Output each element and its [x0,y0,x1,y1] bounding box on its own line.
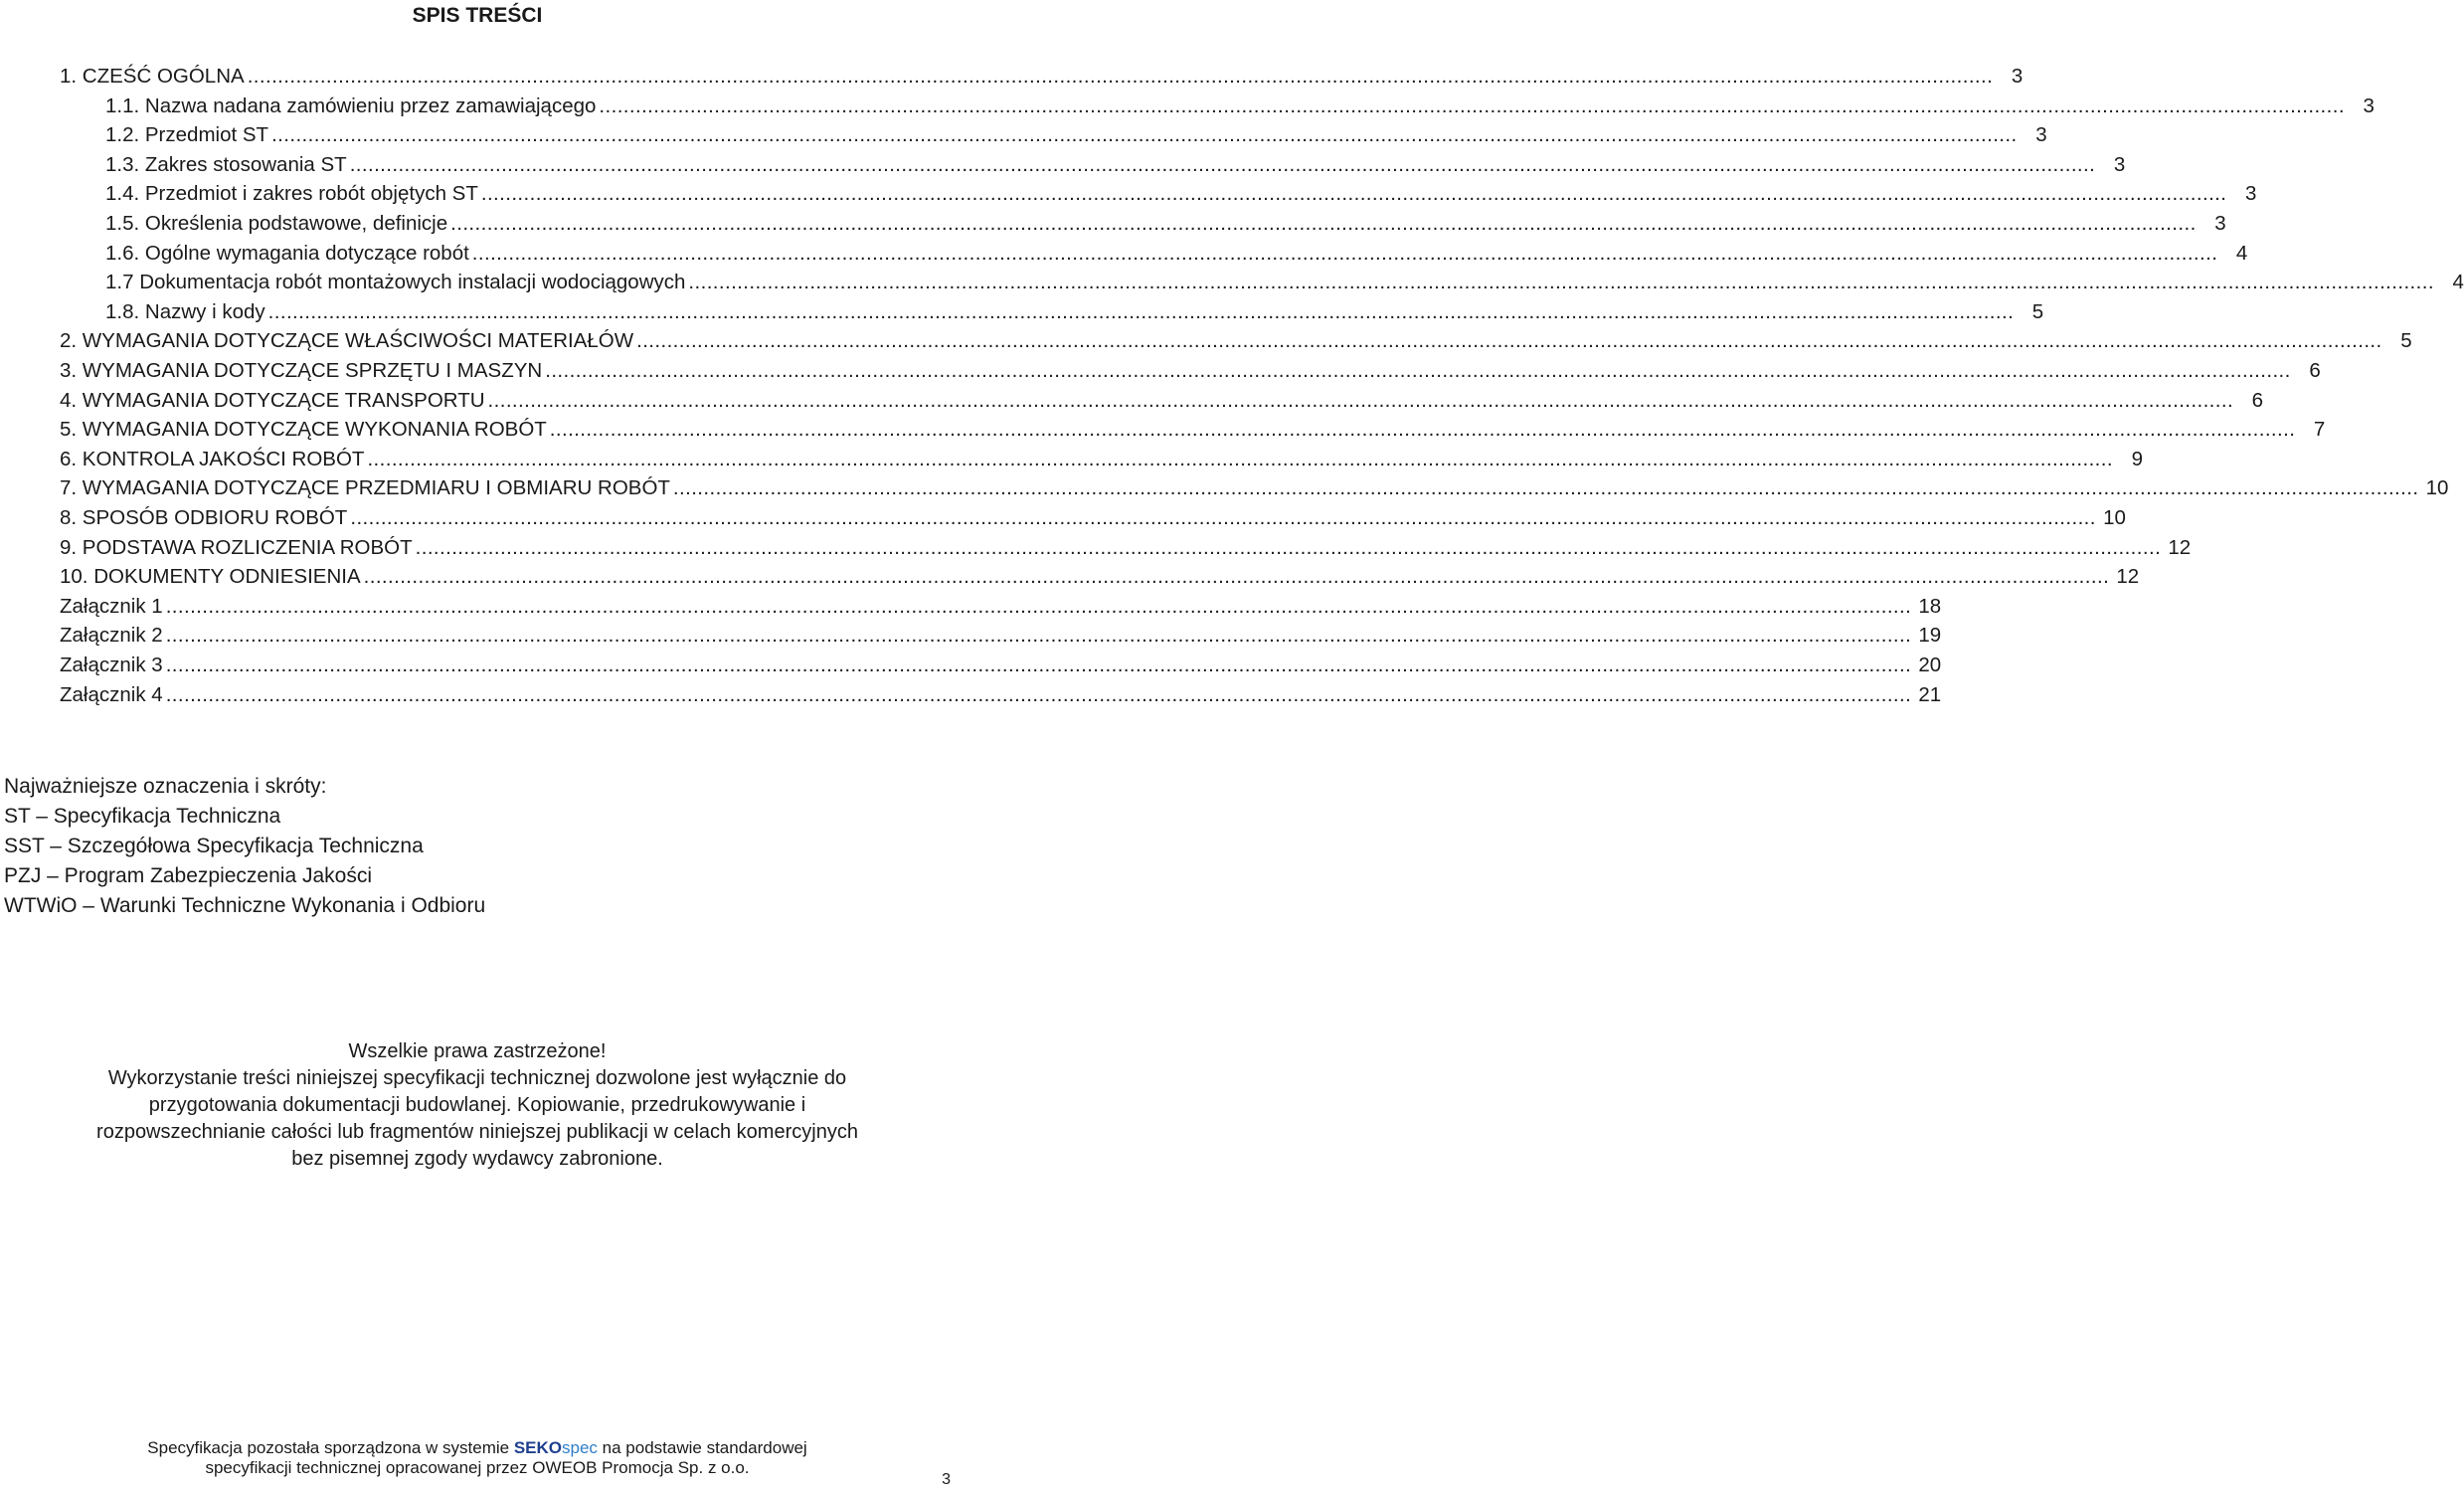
brand-logo [514,1438,598,1457]
brand-logo-part2: spec [562,1438,598,1457]
toc-entry-title: 1.8. Nazwy i kody [105,300,265,323]
toc-entry[interactable] [105,209,2226,238]
toc-entry-title: 1.7 Dokumentacja robót montażowych instalacji wodociągowych [105,271,686,293]
abbreviation-item: WTWiO – Warunki Techniczne Wykonania i Odbioru [4,894,486,917]
toc-entry[interactable] [60,651,1942,679]
toc-entry[interactable] [60,680,1942,709]
rights-line: Wykorzystanie treści niniejszej specyfikacji technicznej dozwolone jest wyłącznie do [107,1067,847,1089]
footer-prefix: Specyfikacja pozostała sporządzona w systemie [147,1438,510,1457]
toc-dot-leader: ................................................................................................................................................................................................................................................................................................ [450,212,2197,235]
toc-entry-title: 1.5. Określenia podstawowe, definicje [105,212,448,235]
rights-line: przygotowania dokumentacji budowlanej. Kopiowanie, przedrukowywanie i [148,1094,806,1116]
toc-entry-page: 12 [2168,536,2192,559]
toc-entry-title: 1.4. Przedmiot i zakres robót objętych ST [105,182,478,205]
toc-entry-title: 6. KONTROLA JAKOŚCI ROBÓT [60,448,365,470]
toc-entry-page: 3 [2244,182,2257,205]
toc-dot-leader: ................................................................................................................................................................................................................................................................................................ [545,359,2291,382]
toc-dot-leader: ................................................................................................................................................................................................................................................................................................ [247,65,1994,88]
toc-entry-page: 10 [2425,476,2449,499]
rights-line: bez pisemnej zgody wydawcy zabronione. [291,1148,663,1170]
toc-dot-leader: ................................................................................................................................................................................................................................................................................................ [636,329,2382,352]
toc-entry-title: Załącznik 4 [60,683,163,706]
toc-entry-title: 5. WYMAGANIA DOTYCZĄCE WYKONANIA ROBÓT [60,418,547,441]
footer-suffix: na podstawie standardowej [602,1438,807,1457]
toc-entry-page: 6 [2309,359,2321,382]
toc-dot-leader: ................................................................................................................................................................................................................................................................................................ [271,123,2018,146]
toc-entry-title: 3. WYMAGANIA DOTYCZĄCE SPRZĘTU I MASZYN [60,359,543,382]
page-number: 3 [942,1471,951,1488]
toc-entry[interactable] [60,386,2264,415]
toc-entry[interactable] [105,120,2047,149]
rights-line: Wszelkie prawa zastrzeżone! [348,1040,607,1062]
abbreviation-item: ST – Specyfikacja Techniczna [4,805,281,828]
abbreviations-heading: Najważniejsze oznaczenia i skróty: [4,775,327,798]
toc-entry[interactable] [60,356,2321,385]
toc-entry-title: 1.6. Ogólne wymagania dotyczące robót [105,242,469,265]
toc-dot-leader: ................................................................................................................................................................................................................................................................................................ [267,300,2015,323]
toc-entry-title: 2. WYMAGANIA DOTYCZĄCE WŁAŚCIWOŚCI MATERIAŁÓW [60,329,634,352]
toc-entry-title: 1. CZEŚĆ OGÓLNA [60,65,245,88]
toc-entry[interactable] [105,179,2257,208]
abbreviation-item: SST – Szczegółowa Specyfikacja Techniczna [4,835,424,857]
footer-line-1 [0,1438,955,1458]
toc-entry[interactable] [105,92,2375,120]
rights-line: rozpowszechnianie całości lub fragmentów niniejszej publikacji w celach komercyjnych [96,1121,858,1143]
toc-dot-leader: ................................................................................................................................................................................................................................................................................................ [672,476,2419,499]
toc-entry-title: 8. SPOSÓB ODBIORU ROBÓT [60,506,348,529]
toc-entry[interactable] [60,473,2449,502]
toc-dot-leader: ................................................................................................................................................................................................................................................................................................ [349,153,2096,176]
brand-logo-part1: SEKO [513,1438,563,1457]
toc-entry-page: 9 [2131,448,2143,470]
toc-dot-leader: ................................................................................................................................................................................................................................................................................................ [480,182,2227,205]
toc-entry-title: 4. WYMAGANIA DOTYCZĄCE TRANSPORTU [60,389,485,412]
toc-entry-page: 7 [2313,418,2326,441]
toc-dot-leader: ................................................................................................................................................................................................................................................................................................ [363,565,2110,588]
toc-entry[interactable] [60,562,2140,591]
toc-entry-title: 10. DOKUMENTY ODNIESIENIA [60,565,361,588]
toc-entry-page: 19 [1918,624,1942,647]
abbreviation-item: PZJ – Program Zabezpieczenia Jakości [4,864,372,887]
toc-entry-title: Załącznik 2 [60,624,163,647]
toc-entry-page: 3 [2363,94,2375,117]
toc-dot-leader: ................................................................................................................................................................................................................................................................................................ [415,536,2162,559]
toc-entry-page: 5 [2400,329,2412,352]
toc-entry-page: 12 [2116,565,2140,588]
toc-entry-page: 20 [1918,654,1942,676]
toc-entry[interactable] [60,533,2192,562]
toc-dot-leader: ................................................................................................................................................................................................................................................................................................ [487,389,2234,412]
toc-dot-leader: ................................................................................................................................................................................................................................................................................................ [165,683,1912,706]
copyright-notice [0,1038,955,1173]
toc-entry-page: 4 [2235,242,2248,265]
toc-dot-leader: ................................................................................................................................................................................................................................................................................................ [471,242,2218,265]
toc-entry-title: 1.2. Przedmiot ST [105,123,269,146]
toc-entry-title: Załącznik 1 [60,595,163,618]
toc-entry-page: 10 [2103,506,2126,529]
toc-entry-page: 6 [2251,389,2264,412]
toc-entry-page: 5 [2031,300,2044,323]
toc-entry[interactable] [60,326,2412,355]
toc-entry[interactable] [105,297,2044,326]
toc-dot-leader: ................................................................................................................................................................................................................................................................................................ [367,448,2113,470]
toc-dot-leader: ................................................................................................................................................................................................................................................................................................ [165,595,1912,618]
toc-dot-leader: ................................................................................................................................................................................................................................................................................................ [165,624,1912,647]
toc-entry[interactable] [105,150,2126,179]
toc-dot-leader: ................................................................................................................................................................................................................................................................................................ [350,506,2096,529]
toc-dot-leader: ................................................................................................................................................................................................................................................................................................ [165,654,1912,676]
page-title: SPIS TREŚCI [412,4,543,27]
toc-dot-leader: ................................................................................................................................................................................................................................................................................................ [688,271,2434,293]
footer-line-2: specyfikacji technicznej opracowanej przez OWEOB Promocja Sp. z o.o. [205,1458,750,1477]
toc-entry-page: 18 [1918,595,1942,618]
toc-entry-page: 3 [2035,123,2047,146]
toc-entry[interactable] [60,445,2143,473]
toc-entry[interactable] [60,415,2326,444]
toc-entry[interactable] [60,62,2024,91]
toc-entry-title: Załącznik 3 [60,654,163,676]
toc-entry-title: 1.1. Nazwa nadana zamówieniu przez zamawiającego [105,94,597,117]
page-footer [0,1438,955,1478]
toc-entry[interactable] [60,621,1942,650]
toc-entry[interactable] [105,239,2248,268]
toc-entry-page: 21 [1918,683,1942,706]
toc-entry[interactable] [105,268,2464,296]
toc-entry-title: 7. WYMAGANIA DOTYCZĄCE PRZEDMIARU I OBMIARU ROBÓT [60,476,670,499]
toc-dot-leader: ................................................................................................................................................................................................................................................................................................ [599,94,2345,117]
abbreviations-section [4,772,485,921]
toc-entry[interactable] [60,592,1942,621]
toc-entry-title: 1.3. Zakres stosowania ST [105,153,347,176]
toc-entry-page: 3 [2113,153,2126,176]
toc-entry[interactable] [60,503,2126,532]
toc-entry-page: 3 [2011,65,2024,88]
toc-entry-page: 4 [2452,271,2464,293]
toc-entry-page: 3 [2214,212,2226,235]
toc-dot-leader: ................................................................................................................................................................................................................................................................................................ [549,418,2296,441]
toc-entry-title: 9. PODSTAWA ROZLICZENIA ROBÓT [60,536,413,559]
